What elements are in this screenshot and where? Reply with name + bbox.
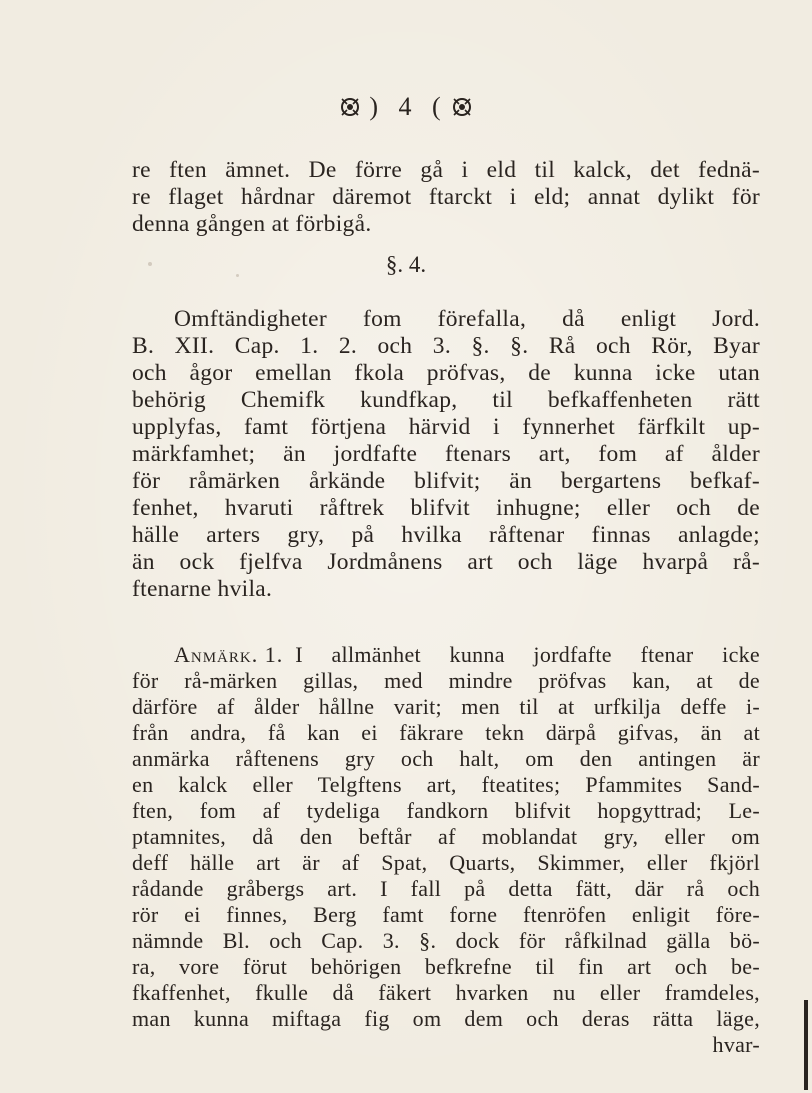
paper-speck xyxy=(148,262,152,266)
left-fleuron-icon xyxy=(339,96,361,118)
right-fleuron-icon xyxy=(451,96,473,118)
text-line: ftenarne hvila. xyxy=(132,576,273,602)
text-line: för råmärken årkände blifvit; än bergartens befkaf- xyxy=(132,468,760,494)
paper-speck xyxy=(236,274,239,277)
text-line: och ågor emellan fkola pröfvas, de kunna icke utan xyxy=(132,360,760,386)
header-left-paren: ) xyxy=(369,92,380,121)
text-line: hälle arters gry, på hvilka råftenar finnas anlagde; xyxy=(132,522,760,548)
page-header xyxy=(0,92,812,122)
page-edge-mark xyxy=(804,1000,808,1090)
text-line: ften, fom af tydeliga fandkorn blifvit hopgyttrad; Le- xyxy=(132,798,760,823)
text-line: än ock fjelfva Jordmånens art och läge hvarpå rå- xyxy=(132,549,760,575)
text-line: upplyfas, famt förtjena härvid i fynnerhet färfkilt up- xyxy=(132,414,760,440)
text-line: re flaget hårdnar däremot ftarckt i eld; annat dylikt för xyxy=(132,184,760,210)
text-line: re ften ämnet. De förre gå i eld til kalck, det fednä- xyxy=(132,157,760,183)
text-line: anmärka råftenens gry och halt, om den antingen är xyxy=(132,746,760,771)
text-line: fenhet, hvaruti råftrek blifvit inhugne; eller och de xyxy=(132,495,760,521)
note-label: Anmärk. 1. xyxy=(174,642,284,667)
text-line: deff hälle art är af Spat, Quarts, Skimmer, eller fkjörl xyxy=(132,850,760,875)
text-line: märkfamhet; än jordfafte ftenars art, fom af ålder xyxy=(132,441,760,467)
text-line: I allmänhet kunna jordfafte ftenar icke xyxy=(295,642,760,667)
text-line: från andra, få kan ei fäkrare tekn därpå gifvas, än at xyxy=(132,720,760,745)
text-line: därföre af ålder hållne varit; men til at urfkilja deffe i- xyxy=(132,694,760,719)
catchword: hvar- xyxy=(712,1032,760,1057)
text-line: en kalck eller Telgftens art, fteatites; Pfammites Sand- xyxy=(132,772,760,797)
text-line: rör ei finnes, Berg famt forne ftenröfen enligit före- xyxy=(132,902,760,927)
text-line: behörig Chemifk kundfkap, til befkaffenheten rätt xyxy=(132,387,760,413)
intro-paragraph xyxy=(132,157,760,238)
text-line: för rå-märken gillas, med mindre pröfvas kan, at de xyxy=(132,668,760,693)
text-line: rådande gråbergs art. I fall på detta fätt, där rå och xyxy=(132,876,760,901)
header-right-paren: ( xyxy=(432,92,443,121)
section-heading: §. 4. xyxy=(385,252,427,277)
text-line: nämnde Bl. och Cap. 3. §. dock för råfkilnad gälla bö- xyxy=(132,928,760,953)
text-line: Omftändigheter fom förefalla, då enligt Jord. xyxy=(174,306,760,332)
text-line: B. XII. Cap. 1. 2. och 3. §. §. Rå och Rör, Byar xyxy=(132,333,760,359)
note-first-line xyxy=(132,642,760,668)
text-line: denna gången at förbigå. xyxy=(132,211,372,237)
text-line: ra, vore förut behörigen befkrefne til fin art och be- xyxy=(132,954,760,979)
page-number: 4 xyxy=(398,92,414,121)
note-paragraph xyxy=(132,642,760,1058)
text-line: ptamnites, då den beftår af moblandat gry, eller om xyxy=(132,824,760,849)
main-paragraph xyxy=(132,306,760,603)
text-line: man kunna miftaga fig om dem och deras rätta läge, xyxy=(132,1006,760,1031)
text-line: fkaffenhet, fkulle då fäkert hvarken nu eller framdeles, xyxy=(132,980,760,1005)
